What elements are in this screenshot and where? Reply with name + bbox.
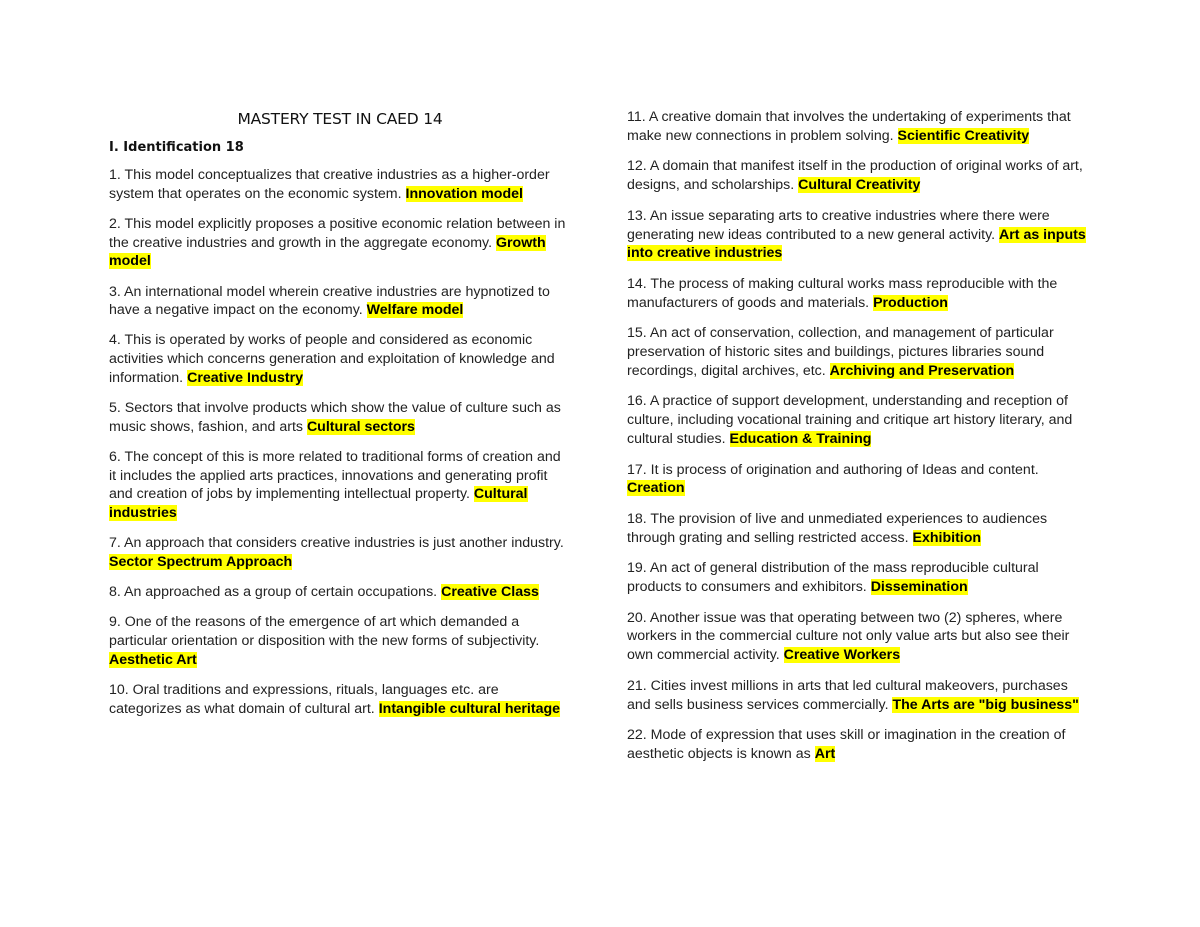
answer-highlight: Art as inputs into creative industries (627, 226, 1086, 262)
answer-highlight: The Arts are "big business" (892, 696, 1079, 713)
question-text: 5. Sectors that involve products which show the value of culture such as music shows, fashion, and arts (109, 400, 561, 435)
answer-highlight: Dissemination (870, 579, 968, 596)
question-item (109, 583, 571, 602)
answer-highlight: Cultural industries (109, 486, 528, 522)
question-text: 19. An act of general distribution of the mass reproducible cultural products to consumers and exhibitors. (627, 560, 1039, 596)
answer-highlight: Art (814, 745, 836, 762)
question-text: 3. An international model wherein creative industries are hypnotized to have a negative impact on the economy. (109, 283, 550, 319)
question-text: 12. A domain that manifest itself in the production of original works of art, designs, and scholarships. (627, 158, 1083, 194)
question-item (109, 399, 571, 436)
question-text: 4. This is operated by works of people and considered as economic activities which concerns generation and exploitation of knowledge and information. (109, 332, 555, 386)
question-item (109, 331, 571, 387)
answer-highlight: Education & Training (729, 430, 872, 447)
question-item (627, 392, 1089, 448)
question-item (627, 207, 1089, 263)
answer-highlight: Archiving and Preservation (829, 362, 1015, 379)
question-text: 11. A creative domain that involves the undertaking of experiments that make new connections in problem solving. (627, 109, 1071, 144)
question-text: 8. An approached as a group of certain occupations. (109, 584, 438, 601)
question-text: 22. Mode of expression that uses skill or imagination in the creation of aesthetic objects is known as (627, 727, 1066, 762)
question-item (109, 613, 571, 669)
question-text: 7. An approach that considers creative industries is just another industry. (109, 535, 564, 552)
question-text: 2. This model explicitly proposes a positive economic relation between in the creative industries and growth in the aggregate economy. (109, 215, 566, 251)
question-text: 21. Cities invest millions in arts that led cultural makeovers, purchases and sells business services commercially. (627, 677, 1068, 713)
question-item (627, 324, 1089, 380)
question-item (109, 448, 571, 523)
question-text: 1. This model conceptualizes that creative industries as a higher-order system that operates on the economic system. (109, 167, 550, 202)
question-text: 13. An issue separating arts to creative industries where there were generating new ideas contributed to a new general activity. (627, 207, 1050, 243)
answer-highlight: Production (873, 294, 948, 311)
answer-highlight: Innovation model (405, 185, 523, 202)
question-text: 16. A practice of support development, understanding and reception of culture, including vocational training and critique art history literary, and cultural studies. (627, 393, 1073, 447)
question-list-right (627, 108, 1089, 764)
answer-highlight: Sector Spectrum Approach (109, 553, 293, 570)
question-text: 15. An act of conservation, collection, and management of particular preservation of historic sites and buildings, pictures libraries sound recordings, digital archives, etc. (627, 325, 1054, 379)
question-item (109, 534, 571, 571)
answer-highlight: Scientific Creativity (897, 127, 1030, 144)
question-item (109, 283, 571, 320)
question-text: 6. The concept of this is more related to traditional forms of creation and it includes the applied arts practices, innovations and generating profit and creation of jobs by implementing intellectual property. (109, 448, 561, 503)
answer-highlight: Cultural sectors (306, 418, 415, 435)
question-item (627, 461, 1089, 498)
question-item (627, 275, 1089, 312)
question-item (109, 681, 571, 718)
question-item (627, 510, 1089, 547)
question-item (627, 677, 1089, 714)
answer-highlight: Creation (627, 480, 685, 497)
question-item (627, 108, 1089, 145)
answer-highlight: Intangible cultural heritage (378, 700, 561, 717)
question-item (627, 559, 1089, 596)
question-text: 17. It is process of origination and authoring of Ideas and content. (627, 461, 1039, 478)
right-column (627, 108, 1089, 776)
question-text: 10. Oral traditions and expressions, rituals, languages etc. are categorizes as what domain of cultural art. (109, 681, 499, 717)
question-text: 20. Another issue was that operating between two (2) spheres, where workers in the commercial culture not only value arts but also see their own commercial activity. (627, 609, 1070, 664)
question-text: 14. The process of making cultural works mass reproducible with the manufacturers of goods and materials. (627, 275, 1058, 311)
answer-highlight: Welfare model (366, 302, 464, 319)
answer-highlight: Creative Class (441, 584, 539, 601)
page-title: MASTERY TEST IN CAED 14 (237, 110, 443, 128)
section-heading: I. Identification 18 (109, 140, 244, 155)
left-column (109, 108, 571, 730)
question-text: 9. One of the reasons of the emergence of art which demanded a particular orientation or disposition with the new forms of subjectivity. (109, 614, 540, 650)
question-list-left (109, 166, 571, 718)
answer-highlight: Growth model (109, 234, 546, 270)
answer-highlight: Creative Industry (187, 369, 303, 386)
answer-highlight: Aesthetic Art (109, 651, 197, 668)
question-item (627, 609, 1089, 665)
question-item (109, 166, 571, 203)
answer-highlight: Creative Workers (783, 647, 901, 664)
question-item (627, 726, 1089, 763)
question-text: 18. The provision of live and unmediated experiences to audiences through grating and selling restricted access. (627, 510, 1048, 546)
answer-highlight: Cultural Creativity (798, 177, 921, 194)
question-item (109, 215, 571, 271)
answer-highlight: Exhibition (912, 529, 982, 546)
question-item (627, 157, 1089, 194)
